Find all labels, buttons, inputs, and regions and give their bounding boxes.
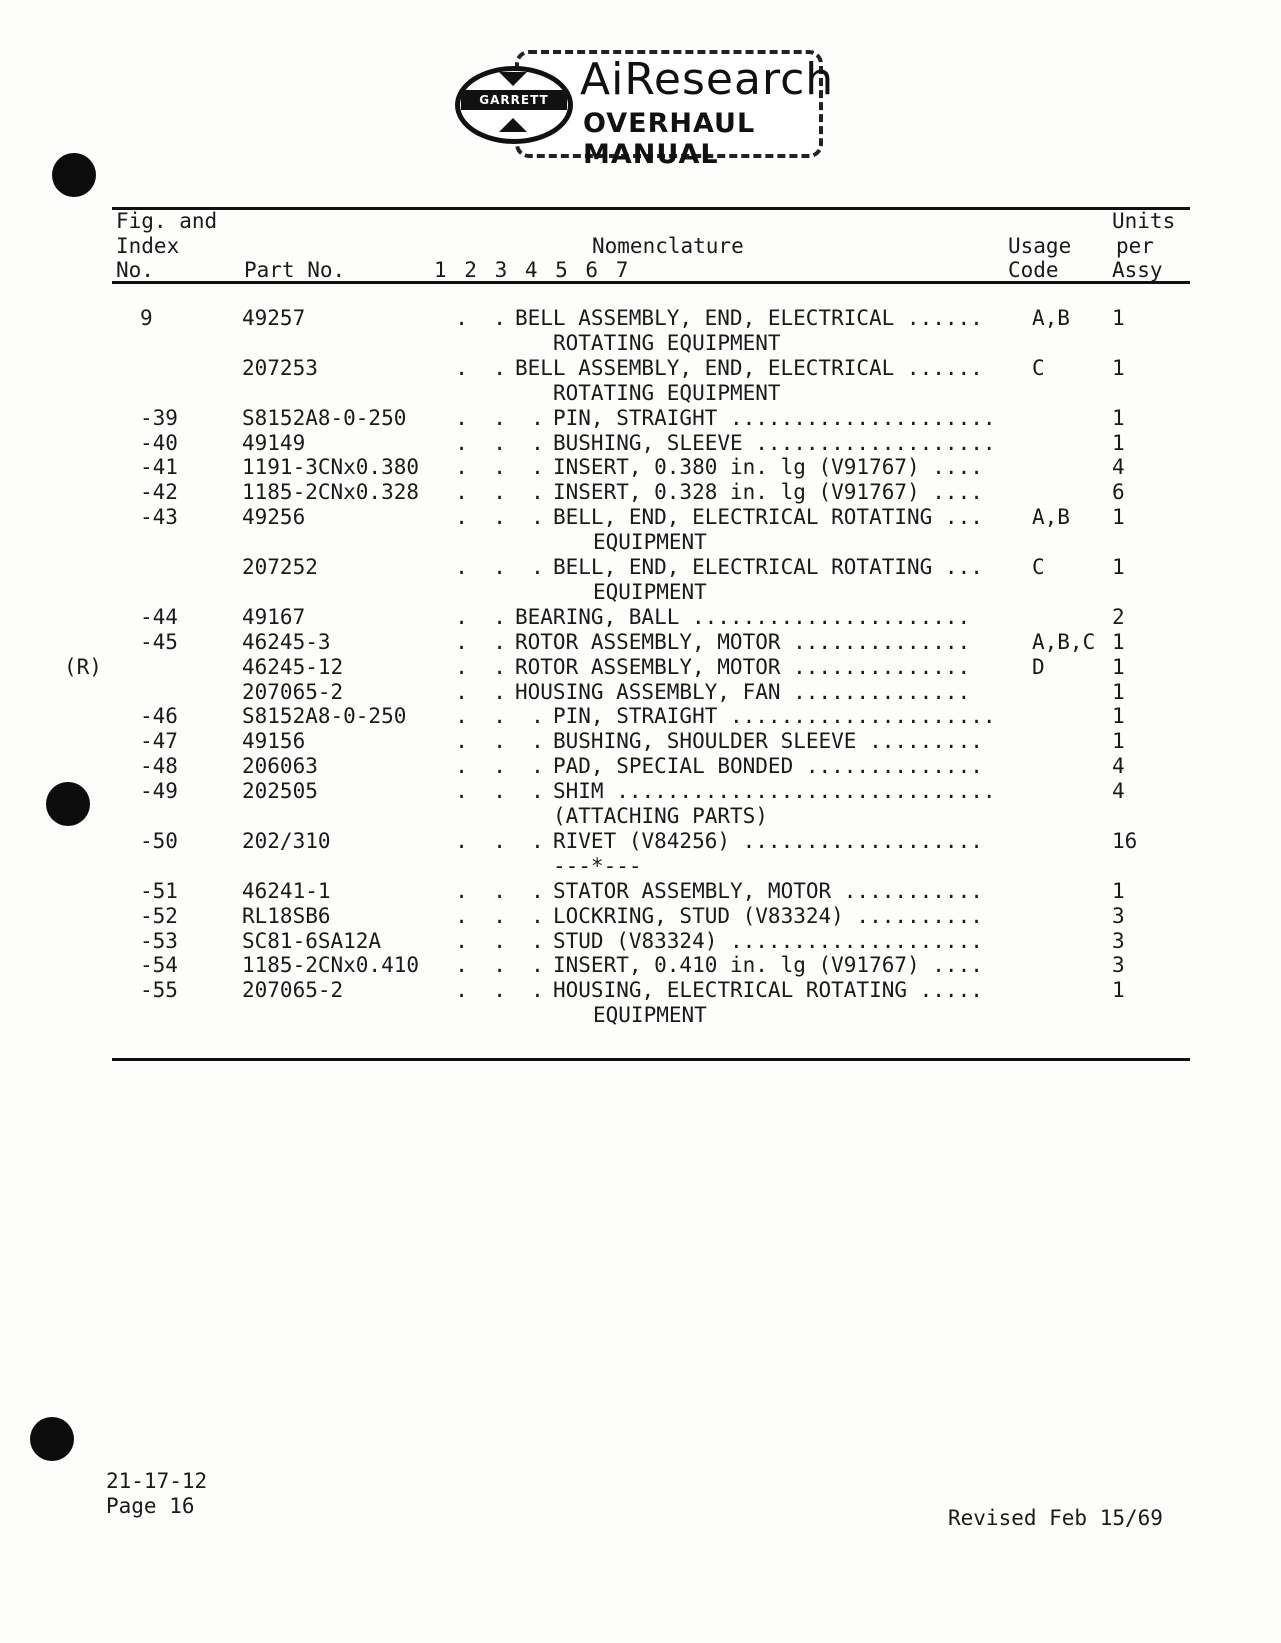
part-number: 202505 xyxy=(242,779,318,804)
units-per-assy: 1 xyxy=(1112,679,1125,704)
index-number: -47 xyxy=(140,729,178,754)
nomenclature: ROTOR ASSEMBLY, MOTOR .............. xyxy=(515,654,971,679)
table-top-rule xyxy=(112,207,1190,210)
table-row xyxy=(0,953,1281,978)
index-number: -39 xyxy=(140,405,178,430)
indent-dots: . . . xyxy=(430,704,544,729)
usage-code: D xyxy=(1032,654,1045,679)
table-row xyxy=(0,580,1281,605)
part-number: 207065-2 xyxy=(242,679,344,704)
nomenclature: ROTATING EQUIPMENT xyxy=(553,330,781,355)
header-nomenclature: Nomenclature xyxy=(592,234,744,258)
index-number: -49 xyxy=(140,779,178,804)
indent-dots: . . xyxy=(430,604,506,629)
table-row xyxy=(0,406,1281,431)
table-row xyxy=(0,929,1281,954)
units-per-assy: 4 xyxy=(1112,754,1125,779)
index-number: 9 xyxy=(140,306,153,330)
part-number: 207065-2 xyxy=(242,978,344,1003)
part-number: 207252 xyxy=(242,555,318,579)
indent-dots: . . . xyxy=(430,953,544,978)
units-per-assy: 16 xyxy=(1112,828,1138,853)
units-per-assy: 1 xyxy=(1112,978,1125,1003)
header-usage-line2: Code xyxy=(1008,258,1059,282)
table-row xyxy=(0,804,1281,829)
units-per-assy: 1 xyxy=(1112,405,1125,430)
revision-date: Revised Feb 15/69 xyxy=(948,1506,1163,1530)
emblem-arrow-up-icon xyxy=(499,118,527,132)
part-number: 46245-3 xyxy=(242,629,331,654)
part-number: S8152A8-0-250 xyxy=(242,405,407,430)
index-number: -48 xyxy=(140,754,178,779)
part-number: 46241-1 xyxy=(242,878,331,903)
units-per-assy: 2 xyxy=(1112,604,1125,629)
emblem-arrow-down-icon xyxy=(499,72,527,86)
indent-dots: . . . xyxy=(430,878,544,903)
header-fig-line1: Fig. and xyxy=(116,209,218,233)
units-per-assy: 4 xyxy=(1112,779,1125,804)
nomenclature: LOCKRING, STUD (V83324) .......... xyxy=(553,903,983,928)
part-number: 1185-2CNx0.410 xyxy=(242,953,420,978)
indent-dots: . . . xyxy=(430,555,544,579)
airesearch-logo xyxy=(455,50,835,170)
document-number: 21-17-12 xyxy=(106,1469,208,1493)
binder-hole xyxy=(30,1417,74,1461)
nomenclature: INSERT, 0.328 in. lg (V91767) .... xyxy=(553,480,983,505)
nomenclature: STATOR ASSEMBLY, MOTOR ........... xyxy=(553,878,983,903)
nomenclature: INSERT, 0.380 in. lg (V91767) .... xyxy=(553,455,983,480)
binder-hole xyxy=(52,153,96,197)
indent-dots: . . . xyxy=(430,480,544,505)
nomenclature: INSERT, 0.410 in. lg (V91767) .... xyxy=(553,953,983,978)
table-row xyxy=(0,605,1281,630)
index-number: -53 xyxy=(140,928,178,953)
units-per-assy: 3 xyxy=(1112,953,1125,978)
nomenclature: (ATTACHING PARTS) xyxy=(553,804,768,828)
nomenclature: SHIM .............................. xyxy=(553,779,996,804)
part-number: S8152A8-0-250 xyxy=(242,704,407,729)
table-row xyxy=(0,455,1281,480)
table-row xyxy=(0,904,1281,929)
header-units-line1: Units xyxy=(1112,209,1176,233)
index-number: -41 xyxy=(140,455,178,480)
nomenclature: HOUSING ASSEMBLY, FAN .............. xyxy=(515,679,971,704)
nomenclature: EQUIPMENT xyxy=(593,530,707,555)
indent-dots: . . . xyxy=(430,928,544,953)
revision-marker: (R) xyxy=(64,655,102,679)
part-number: SC81-6SA12A xyxy=(242,928,382,953)
usage-code: A,B xyxy=(1032,306,1070,330)
nomenclature: ---*--- xyxy=(553,853,642,878)
units-per-assy: 4 xyxy=(1112,455,1125,480)
index-number: -42 xyxy=(140,480,178,505)
index-number: -40 xyxy=(140,430,178,455)
part-number: 202/310 xyxy=(242,828,331,853)
index-number: -52 xyxy=(140,903,178,928)
part-number: RL18SB6 xyxy=(242,903,331,928)
index-number: -55 xyxy=(140,978,178,1003)
table-row xyxy=(0,480,1281,505)
indent-dots: . . xyxy=(430,355,506,380)
table-row xyxy=(0,704,1281,729)
index-number: -44 xyxy=(140,604,178,629)
table-row xyxy=(0,331,1281,356)
usage-code: C xyxy=(1032,555,1045,579)
part-number: 1191-3CNx0.380 xyxy=(242,455,420,480)
table-row xyxy=(0,729,1281,754)
part-number: 49167 xyxy=(242,604,306,629)
table-row xyxy=(0,306,1281,331)
indent-dots: . . . xyxy=(430,455,544,480)
nomenclature: BELL, END, ELECTRICAL ROTATING ... xyxy=(553,555,983,579)
indent-dots: . . . xyxy=(430,729,544,754)
units-per-assy: 1 xyxy=(1112,629,1125,654)
units-per-assy: 3 xyxy=(1112,903,1125,928)
nomenclature: PAD, SPECIAL BONDED .............. xyxy=(553,754,983,779)
usage-code: C xyxy=(1032,355,1045,380)
header-part-no: Part No. xyxy=(244,258,346,282)
table-row xyxy=(0,829,1281,854)
table-row xyxy=(0,356,1281,381)
units-per-assy: 1 xyxy=(1112,430,1125,455)
brand-name: AiResearch xyxy=(580,54,835,105)
index-number: -46 xyxy=(140,704,178,729)
indent-dots: . . xyxy=(430,629,506,654)
indent-dots: . . xyxy=(430,679,506,704)
table-row xyxy=(0,530,1281,555)
nomenclature: BUSHING, SHOULDER SLEEVE ......... xyxy=(553,729,983,754)
nomenclature: ROTOR ASSEMBLY, MOTOR .............. xyxy=(515,629,971,654)
usage-code: A,B,C xyxy=(1032,629,1096,654)
units-per-assy: 1 xyxy=(1112,505,1125,530)
part-number: 46245-12 xyxy=(242,654,344,679)
units-per-assy: 1 xyxy=(1112,729,1125,754)
index-number: -43 xyxy=(140,505,178,530)
units-per-assy: 1 xyxy=(1112,654,1125,679)
nomenclature: EQUIPMENT xyxy=(593,579,707,604)
indent-dots: . . . xyxy=(430,405,544,430)
units-per-assy: 1 xyxy=(1112,704,1125,729)
table-row xyxy=(0,879,1281,904)
units-per-assy: 3 xyxy=(1112,928,1125,953)
header-fig-line3: No. xyxy=(116,258,154,282)
indent-dots: . . . xyxy=(430,903,544,928)
nomenclature: PIN, STRAIGHT ..................... xyxy=(553,704,996,729)
part-number: 206063 xyxy=(242,754,318,779)
nomenclature: BELL, END, ELECTRICAL ROTATING ... xyxy=(553,505,983,530)
nomenclature: BEARING, BALL ...................... xyxy=(515,604,971,629)
indent-dots: . . xyxy=(430,306,506,330)
indent-dots: . . . xyxy=(430,828,544,853)
part-number: 207253 xyxy=(242,355,318,380)
header-units-line2: per xyxy=(1116,234,1154,258)
indent-dots: . . . xyxy=(430,430,544,455)
indent-dots: . . . xyxy=(430,779,544,804)
header-fig-line2: Index xyxy=(116,234,180,258)
table-row xyxy=(0,555,1281,580)
garrett-label: GARRETT xyxy=(461,90,567,110)
header-units-line3: Assy xyxy=(1112,258,1163,282)
table-row xyxy=(0,505,1281,530)
units-per-assy: 6 xyxy=(1112,480,1125,505)
units-per-assy: 1 xyxy=(1112,306,1125,330)
nomenclature: RIVET (V84256) ................... xyxy=(553,828,983,853)
part-number: 49256 xyxy=(242,505,306,530)
table-row xyxy=(0,779,1281,804)
nomenclature: PIN, STRAIGHT ..................... xyxy=(553,405,996,430)
index-number: -54 xyxy=(140,953,178,978)
nomenclature: HOUSING, ELECTRICAL ROTATING ..... xyxy=(553,978,983,1003)
manual-title: OVERHAUL MANUAL xyxy=(583,108,756,170)
nomenclature: BUSHING, SLEEVE ................... xyxy=(553,430,996,455)
table-row xyxy=(0,381,1281,406)
table-row xyxy=(0,431,1281,456)
table-row xyxy=(0,680,1281,705)
table-row xyxy=(0,630,1281,655)
table-row xyxy=(0,978,1281,1003)
indent-dots: . . . xyxy=(430,978,544,1003)
indent-dots: . . xyxy=(430,654,506,679)
part-number: 1185-2CNx0.328 xyxy=(242,480,420,505)
nomenclature: BELL ASSEMBLY, END, ELECTRICAL ...... xyxy=(515,355,983,380)
index-number: -45 xyxy=(140,629,178,654)
indent-dots: . . . xyxy=(430,505,544,530)
units-per-assy: 1 xyxy=(1112,355,1125,380)
table-row xyxy=(0,854,1281,879)
index-number: -51 xyxy=(140,878,178,903)
part-number: 49257 xyxy=(242,306,306,330)
table-row xyxy=(0,754,1281,779)
table-row xyxy=(0,655,1281,680)
indent-dots: . . . xyxy=(430,754,544,779)
table-bottom-rule xyxy=(112,1058,1190,1061)
header-indent-levels: 1 2 3 4 5 6 7 xyxy=(434,258,629,282)
page-number: Page 16 xyxy=(106,1494,195,1518)
nomenclature: ROTATING EQUIPMENT xyxy=(553,380,781,405)
index-number: -50 xyxy=(140,828,178,853)
table-row xyxy=(0,1003,1281,1028)
part-number: 49156 xyxy=(242,729,306,754)
units-per-assy: 1 xyxy=(1112,878,1125,903)
part-number: 49149 xyxy=(242,430,306,455)
nomenclature: EQUIPMENT xyxy=(593,1003,707,1028)
header-usage-line1: Usage xyxy=(1008,234,1072,258)
usage-code: A,B xyxy=(1032,505,1070,530)
units-per-assy: 1 xyxy=(1112,555,1125,579)
nomenclature: STUD (V83324) .................... xyxy=(553,928,983,953)
nomenclature: BELL ASSEMBLY, END, ELECTRICAL ...... xyxy=(515,306,983,330)
